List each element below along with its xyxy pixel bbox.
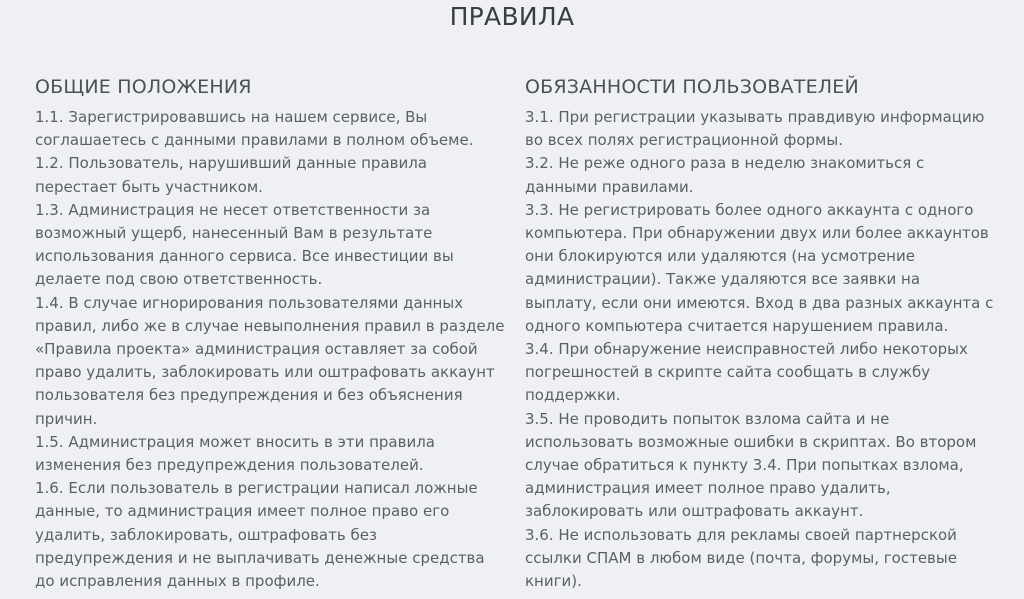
section-title-obligations: ОБЯЗАННОСТИ ПОЛЬЗОВАТЕЛЕЙ (525, 76, 859, 98)
rule-item: 3.5. Не проводить попыток взлома сайта и не использовать возможные ошибки в скриптах. Во втором случае обратиться к пункту 3.4. При попытках взлома, администрация имеет полное право удалить, заблокировать или оштрафовать аккаунт. (525, 409, 977, 521)
rules-list-general (35, 106, 505, 593)
section-title-general: ОБЩИЕ ПОЛОЖЕНИЯ (35, 76, 252, 98)
rules-list-obligations (525, 106, 995, 593)
rule-item: 3.1. При регистрации указывать правдивую информацию во всех полях регистрационной формы. (525, 108, 985, 150)
rule-item: 1.6. Если пользователь в регистрации написал ложные данные, то администрация имеет полное право его удалить, заблокировать, оштрафовать без предупреждения и не выплачивать денежные средства до исправления данных в профиле. (35, 479, 485, 591)
rule-item: 3.4. При обнаружение неисправностей либо некоторых погрешностей в скрипте сайта сообщать в службу поддержки. (525, 340, 968, 405)
rule-item: 3.6. Не использовать для рекламы своей партнерской ссылки СПАМ в любом виде (почта, форумы, гостевые книги). (525, 525, 957, 591)
rule-item: 1.5. Администрация может вносить в эти правила изменения без предупреждения пользователей. (35, 432, 435, 475)
rule-item: 1.4. В случае игнорирования пользователями данных правил, либо же в случае невыполнения правил в разделе «Правила проекта» администрация оставляет за собой право удалить, заблокировать или оштрафовать аккаунт пользователя без предупреждения и без объяснения причин. (35, 293, 505, 428)
rule-item: 3.2. Не реже одного раза в неделю знакомиться с данными правилами. (525, 154, 925, 196)
rule-item: 1.2. Пользователь, нарушивший данные правила перестает быть участником. (35, 154, 427, 196)
general-provisions-section (35, 74, 505, 593)
rule-item: 1.1. Зарегистрировавшись на нашем сервисе, Вы соглашаетесь с данными правилами в полном объеме. (35, 108, 474, 150)
rule-item: 1.3. Администрация не несет ответственности за возможный ущерб, нанесенный Вам в результате использования данного сервиса. Все инвестиции вы делаете под свою ответственность. (35, 200, 454, 289)
page-title: ПРАВИЛА (449, 2, 575, 31)
user-obligations-section (525, 74, 995, 593)
rule-item: 3.3. Не регистрировать более одного аккаунта с одного компьютера. При обнаружении двух или более аккаунтов они блокируются или удаляются (на усмотрение администрации). Также удаляются все заявки на выплату, если они имеются. Вход в два разных аккаунта с одного компьютера считается нарушением правила. (525, 200, 994, 335)
